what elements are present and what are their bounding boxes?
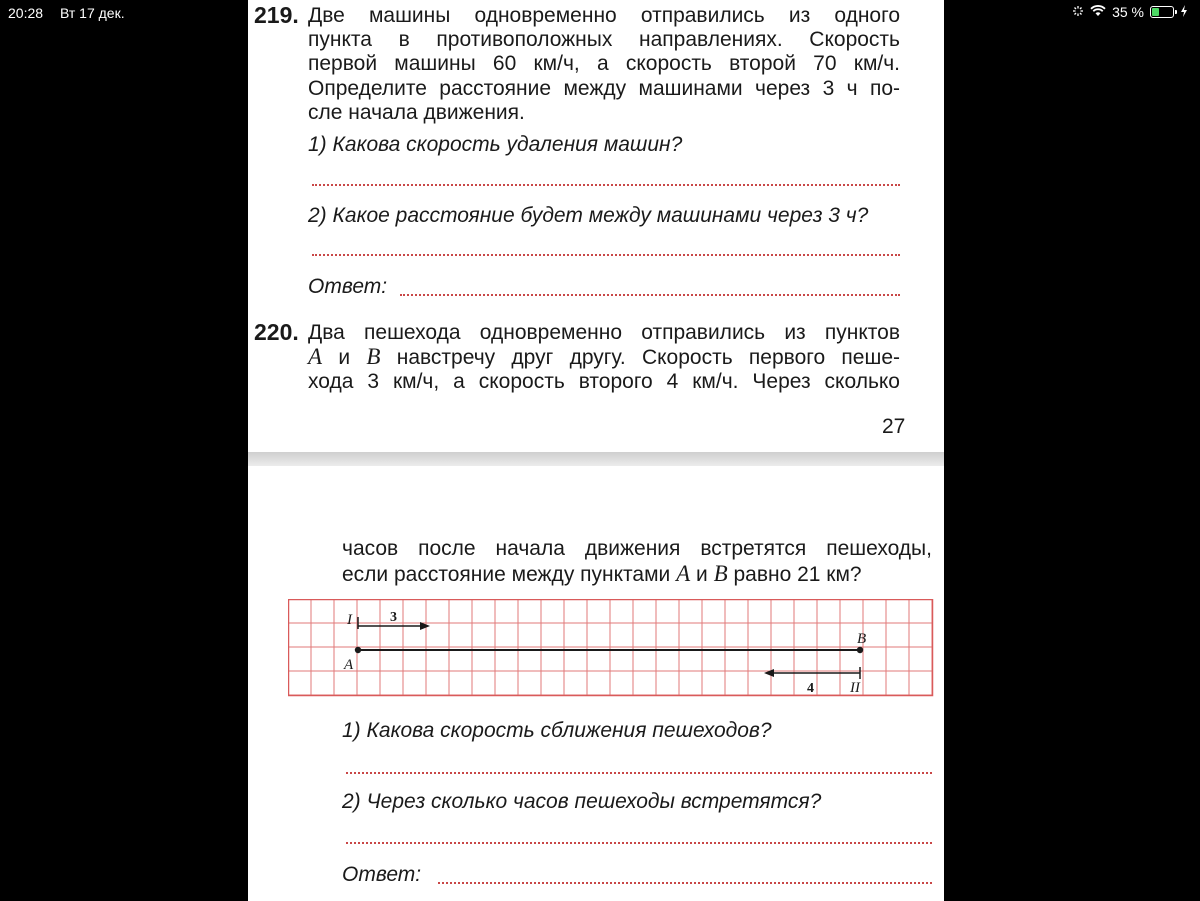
problem-220-number: 220. xyxy=(254,319,299,345)
activity-icon xyxy=(1072,4,1084,20)
walker-1-label: I xyxy=(347,612,352,628)
answer-line-219-1 xyxy=(312,184,900,186)
problem-219-answer-label: Ответ: xyxy=(308,275,388,298)
textbook-page-27 xyxy=(248,0,944,452)
charging-icon xyxy=(1180,4,1188,20)
line-2-part-2: навстречу друг другу. Скорость первого пеше- xyxy=(380,346,900,369)
problem-219-line-5: сле начала движения. xyxy=(308,101,525,124)
var-a-2: A xyxy=(676,561,691,586)
problem-219-line-2: пункта в противоположных направлениях. Скорость xyxy=(308,28,900,51)
wifi-icon xyxy=(1090,4,1106,20)
problem-220-cont-line-2 xyxy=(342,562,862,588)
problem-220-line-1: Два пешехода одновременно отправились из пунктов xyxy=(308,321,900,344)
answer-line-220-final xyxy=(438,882,932,884)
battery-icon xyxy=(1150,6,1174,18)
problem-220-line-2 xyxy=(308,345,900,371)
status-date: Вт 17 дек. xyxy=(60,5,125,21)
var-b-2: B xyxy=(713,561,728,586)
problem-219-line-4: Определите расстояние между машинами через 3 ч по- xyxy=(308,77,900,100)
problem-219-line-3: первой машины 60 км/ч, а скорость второй 70 км/ч. xyxy=(308,52,900,75)
answer-line-219-2 xyxy=(312,254,900,256)
problem-219-line-1: Две машины одновременно отправились из одного xyxy=(308,4,900,27)
point-a-dot xyxy=(355,647,361,653)
var-b: B xyxy=(366,344,381,369)
answer-line-219-final xyxy=(400,294,900,296)
speed-2-label: 4 xyxy=(807,681,814,696)
answer-line-220-1 xyxy=(346,772,932,774)
battery-percent: 35 % xyxy=(1112,4,1144,20)
battery-level xyxy=(1152,8,1159,16)
speed-1-label: 3 xyxy=(390,610,397,625)
line-2-part-1: и xyxy=(322,346,367,369)
textbook-page-28 xyxy=(248,466,944,901)
problem-220-question-2: 2) Через сколько часов пешеходы встретятся? xyxy=(342,790,822,813)
walker-2-arrowhead xyxy=(764,669,774,677)
page-number: 27 xyxy=(882,415,906,438)
answer-line-220-2 xyxy=(346,842,932,844)
var-a: A xyxy=(308,344,323,369)
motion-diagram xyxy=(288,599,934,699)
cont-line-2-part-2: и xyxy=(690,563,714,586)
cont-line-2-part-1: если расстояние между пунктами xyxy=(342,563,677,586)
point-a-label: A xyxy=(344,657,354,673)
point-b-dot xyxy=(857,647,863,653)
problem-219-question-1: 1) Какова скорость удаления машин? xyxy=(308,133,683,156)
status-right xyxy=(1072,4,1188,20)
point-b-label: B xyxy=(857,631,867,647)
page-gap xyxy=(248,452,944,466)
problem-219-question-2: 2) Какое расстояние будет между машинами через 3 ч? xyxy=(308,204,869,227)
problem-220-answer-label: Ответ: xyxy=(342,863,422,886)
problem-219-number: 219. xyxy=(254,2,299,28)
walker-2-label: II xyxy=(850,680,860,696)
problem-220-line-3: хода 3 км/ч, а скорость второго 4 км/ч. Через сколько xyxy=(308,370,900,393)
status-time: 20:28 xyxy=(8,5,44,21)
problem-220-cont-line-1: часов после начала движения встретятся пешеходы, xyxy=(342,537,932,560)
problem-220-question-1: 1) Какова скорость сближения пешеходов? xyxy=(342,719,772,742)
cont-line-2-part-3: равно 21 км? xyxy=(727,563,862,586)
